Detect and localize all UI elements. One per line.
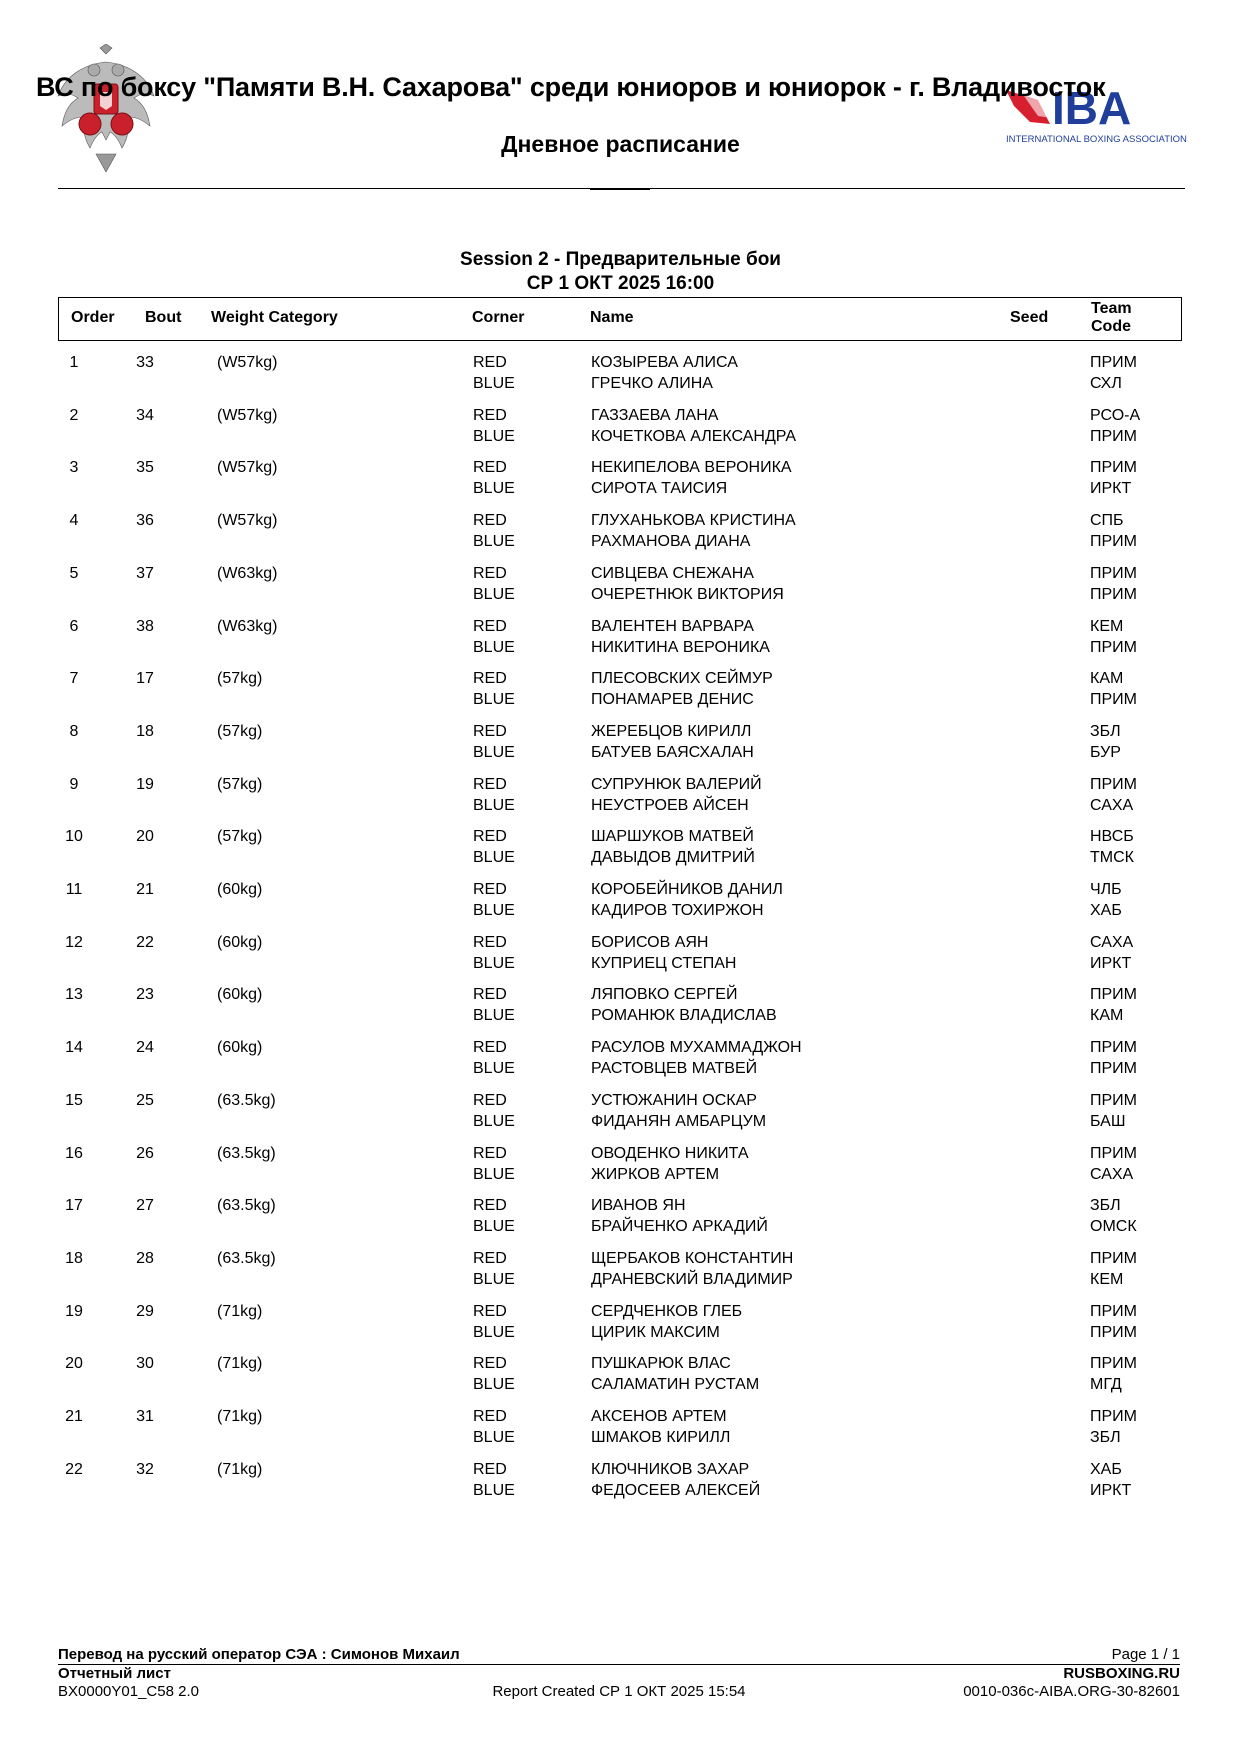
- bout-weight-category: (57kg): [217, 828, 263, 846]
- blue-boxer-name: РАХМАНОВА ДИАНА: [591, 533, 751, 551]
- bout-number: 34: [136, 406, 154, 424]
- bout-weight-category: (W57kg): [217, 512, 278, 530]
- bout-weight-category: (57kg): [217, 775, 263, 793]
- blue-team-code: ПРИМ: [1090, 638, 1137, 656]
- bout-order: 15: [65, 1091, 83, 1109]
- table-row: [0, 457, 1241, 510]
- red-boxer-name: СУПРУНЮК ВАЛЕРИЙ: [591, 775, 762, 793]
- col-order: Order: [71, 309, 115, 326]
- bout-number: 20: [136, 828, 154, 846]
- bout-weight-category: (W63kg): [217, 617, 278, 635]
- blue-corner-label: BLUE: [473, 954, 515, 972]
- footer-site: RUSBOXING.RU: [1063, 1665, 1180, 1682]
- red-team-code: ХАБ: [1090, 1460, 1122, 1478]
- bout-weight-category: (60kg): [217, 881, 263, 898]
- table-row: [0, 774, 1241, 827]
- table-row: [0, 352, 1241, 405]
- blue-boxer-name: КАДИРОВ ТОХИРЖОН: [591, 902, 764, 919]
- blue-corner-label: BLUE: [473, 1270, 515, 1288]
- table-row: [0, 1248, 1241, 1301]
- red-team-code: ПРИМ: [1090, 459, 1137, 477]
- footer-report-type: Отчетный лист: [58, 1665, 171, 1682]
- bout-number: 32: [136, 1460, 154, 1478]
- page-title: ВС по боксу "Памяти В.Н. Сахарова" среди юниоров и юниорок - г. Владивосток: [36, 72, 1106, 102]
- blue-team-code: ПРИМ: [1090, 585, 1137, 603]
- red-corner-label: RED: [473, 1355, 507, 1373]
- red-boxer-name: ЛЯПОВКО СЕРГЕЙ: [591, 986, 738, 1004]
- red-team-code: ЧЛБ: [1090, 881, 1122, 898]
- bout-weight-category: (60kg): [217, 1039, 263, 1057]
- col-team-code-line1: Team: [1091, 300, 1132, 317]
- blue-team-code: ПРИМ: [1090, 1323, 1137, 1341]
- blue-team-code: САХА: [1090, 1165, 1134, 1183]
- blue-team-code: САХА: [1090, 796, 1134, 814]
- bout-order: 4: [69, 512, 79, 530]
- bout-order: 9: [69, 775, 79, 793]
- red-team-code: ПРИМ: [1090, 1144, 1137, 1162]
- red-team-code: СПБ: [1090, 512, 1124, 530]
- bout-order: 12: [65, 933, 83, 951]
- footer-created: Report Created СР 1 ОКТ 2025 15:54: [492, 1683, 746, 1700]
- bout-weight-category: (63.5kg): [217, 1091, 276, 1109]
- bout-number: 25: [136, 1091, 154, 1109]
- table-row: [0, 1353, 1241, 1406]
- blue-corner-label: BLUE: [473, 796, 515, 814]
- blue-team-code: ЗБЛ: [1090, 1429, 1121, 1446]
- col-bout: Bout: [145, 309, 182, 326]
- blue-boxer-name: ГРЕЧКО АЛИНА: [591, 375, 713, 392]
- table-header: [58, 297, 1182, 341]
- blue-boxer-name: ШМАКОВ КИРИЛЛ: [591, 1429, 731, 1446]
- bout-order: 13: [65, 986, 83, 1004]
- red-corner-label: RED: [473, 986, 507, 1004]
- blue-corner-label: BLUE: [473, 375, 515, 392]
- col-team-code-line2: Code: [1091, 318, 1131, 335]
- blue-corner-label: BLUE: [473, 638, 515, 656]
- blue-corner-label: BLUE: [473, 1218, 515, 1236]
- red-corner-label: RED: [473, 722, 507, 740]
- bout-number: 33: [136, 354, 154, 371]
- red-team-code: ПРИМ: [1090, 1408, 1137, 1425]
- red-boxer-name: СЕРДЧЕНКОВ ГЛЕБ: [591, 1302, 743, 1320]
- bout-order: 14: [65, 1039, 83, 1057]
- bout-number: 27: [136, 1197, 154, 1215]
- table-row: [0, 879, 1241, 932]
- bout-weight-category: (71kg): [217, 1460, 263, 1478]
- red-corner-label: RED: [473, 828, 507, 846]
- blue-corner-label: BLUE: [473, 533, 515, 551]
- red-boxer-name: КОЗЫРЕВА АЛИСА: [591, 354, 738, 371]
- blue-corner-label: BLUE: [473, 743, 515, 761]
- svg-text:IBA: IBA: [1052, 82, 1132, 134]
- bout-weight-category: (W57kg): [217, 354, 278, 371]
- session-datetime: СР 1 ОКТ 2025 16:00: [526, 273, 715, 294]
- blue-boxer-name: РОМАНЮК ВЛАДИСЛАВ: [591, 1007, 777, 1025]
- table-row: [0, 616, 1241, 669]
- red-team-code: КЕМ: [1090, 617, 1124, 635]
- blue-team-code: КЕМ: [1090, 1270, 1124, 1288]
- red-team-code: ПРИМ: [1090, 986, 1137, 1004]
- bout-weight-category: (57kg): [217, 722, 263, 740]
- red-boxer-name: СИВЦЕВА СНЕЖАНА: [591, 564, 754, 582]
- red-corner-label: RED: [473, 564, 507, 582]
- red-team-code: ПРИМ: [1090, 1355, 1137, 1373]
- blue-team-code: БУР: [1090, 743, 1121, 761]
- footer-doc-id: 0010-036c-AIBA.ORG-30-82601: [963, 1683, 1180, 1700]
- bout-order: 7: [69, 670, 79, 688]
- red-corner-label: RED: [473, 459, 507, 477]
- table-row: [0, 721, 1241, 774]
- red-corner-label: RED: [473, 512, 507, 530]
- blue-team-code: ОМСК: [1090, 1218, 1137, 1236]
- bout-order: 16: [65, 1144, 83, 1162]
- blue-team-code: ПРИМ: [1090, 427, 1137, 445]
- blue-boxer-name: ДАВЫДОВ ДМИТРИЙ: [591, 849, 755, 867]
- bout-weight-category: (63.5kg): [217, 1144, 276, 1162]
- red-team-code: ЗБЛ: [1090, 722, 1121, 740]
- bout-number: 31: [136, 1408, 154, 1425]
- bout-weight-category: (60kg): [217, 986, 263, 1004]
- bout-order: 11: [65, 881, 83, 898]
- blue-boxer-name: ПОНАМАРЕВ ДЕНИС: [591, 691, 754, 709]
- bout-number: 36: [136, 512, 154, 530]
- blue-team-code: ТМСК: [1090, 849, 1134, 867]
- bout-order: 5: [69, 564, 79, 582]
- blue-boxer-name: НЕУСТРОЕВ АЙСЕН: [591, 796, 749, 814]
- footer-code: BX0000Y01_C58 2.0: [58, 1683, 199, 1700]
- red-corner-label: RED: [473, 1091, 507, 1109]
- footer-page-number: Page 1 / 1: [1111, 1646, 1180, 1663]
- bout-weight-category: (W57kg): [217, 459, 278, 477]
- red-team-code: ПРИМ: [1090, 775, 1137, 793]
- bout-order: 10: [65, 828, 83, 846]
- red-corner-label: RED: [473, 881, 507, 898]
- blue-boxer-name: ФЕДОСЕЕВ АЛЕКСЕЙ: [591, 1481, 761, 1499]
- blue-boxer-name: СИРОТА ТАИСИЯ: [591, 480, 728, 498]
- red-corner-label: RED: [473, 1302, 507, 1320]
- red-team-code: ПРИМ: [1090, 1091, 1137, 1109]
- red-corner-label: RED: [473, 354, 507, 371]
- bout-order: 18: [65, 1249, 83, 1267]
- red-team-code: САХА: [1090, 933, 1134, 951]
- table-row: [0, 1090, 1241, 1143]
- table-row: [0, 984, 1241, 1037]
- blue-team-code: ИРКТ: [1090, 954, 1132, 972]
- blue-team-code: ПРИМ: [1090, 533, 1137, 551]
- bout-number: 24: [136, 1039, 154, 1057]
- bout-weight-category: (71kg): [217, 1355, 263, 1373]
- bout-order: 1: [69, 354, 79, 371]
- blue-boxer-name: САЛАМАТИН РУСТАМ: [591, 1376, 760, 1394]
- table-row: [0, 1037, 1241, 1090]
- red-boxer-name: ГЛУХАНЬКОВА КРИСТИНА: [591, 512, 796, 530]
- col-team-code: [1091, 300, 1132, 336]
- session-heading: [0, 248, 1241, 296]
- red-boxer-name: КОРОБЕЙНИКОВ ДАНИЛ: [591, 881, 783, 898]
- red-team-code: ЗБЛ: [1090, 1197, 1121, 1215]
- table-row: [0, 405, 1241, 458]
- table-row: [0, 932, 1241, 985]
- red-team-code: ПРИМ: [1090, 564, 1137, 582]
- blue-corner-label: BLUE: [473, 1481, 515, 1499]
- blue-team-code: МГД: [1090, 1376, 1122, 1394]
- blue-boxer-name: НИКИТИНА ВЕРОНИКА: [591, 638, 770, 656]
- bout-number: 30: [136, 1355, 154, 1373]
- bout-order: 17: [65, 1197, 83, 1215]
- blue-boxer-name: БРАЙЧЕНКО АРКАДИЙ: [591, 1218, 768, 1236]
- footer-translator: Перевод на русский оператор СЭА : Симонов Михаил: [58, 1646, 460, 1663]
- blue-team-code: ПРИМ: [1090, 1060, 1137, 1078]
- col-weight-category: Weight Category: [211, 309, 338, 326]
- blue-team-code: ИРКТ: [1090, 1481, 1132, 1499]
- red-boxer-name: ГАЗЗАЕВА ЛАНА: [591, 406, 719, 424]
- red-boxer-name: ЩЕРБАКОВ КОНСТАНТИН: [591, 1249, 794, 1267]
- bout-number: 17: [136, 670, 154, 688]
- blue-team-code: КАМ: [1090, 1007, 1124, 1025]
- blue-boxer-name: ЖИРКОВ АРТЕМ: [591, 1165, 720, 1183]
- red-boxer-name: БОРИСОВ АЯН: [591, 933, 709, 951]
- bout-weight-category: (W57kg): [217, 406, 278, 424]
- bout-number: 29: [136, 1302, 154, 1320]
- red-boxer-name: НЕКИПЕЛОВА ВЕРОНИКА: [591, 459, 792, 477]
- red-team-code: ПРИМ: [1090, 1039, 1137, 1057]
- blue-team-code: ИРКТ: [1090, 480, 1132, 498]
- blue-corner-label: BLUE: [473, 849, 515, 867]
- table-row: [0, 826, 1241, 879]
- red-corner-label: RED: [473, 1408, 507, 1425]
- red-corner-label: RED: [473, 1144, 507, 1162]
- red-boxer-name: РАСУЛОВ МУХАММАДЖОН: [591, 1039, 802, 1057]
- red-corner-label: RED: [473, 406, 507, 424]
- bout-weight-category: (W63kg): [217, 564, 278, 582]
- blue-corner-label: BLUE: [473, 480, 515, 498]
- bout-number: 35: [136, 459, 154, 477]
- red-boxer-name: УСТЮЖАНИН ОСКАР: [591, 1091, 757, 1109]
- blue-corner-label: BLUE: [473, 1429, 515, 1446]
- blue-team-code: СХЛ: [1090, 375, 1122, 392]
- red-corner-label: RED: [473, 775, 507, 793]
- red-boxer-name: КЛЮЧНИКОВ ЗАХАР: [591, 1460, 750, 1478]
- bout-order: 19: [65, 1302, 83, 1320]
- bout-order: 3: [69, 459, 79, 477]
- bout-number: 21: [136, 881, 154, 898]
- table-row: [0, 1406, 1241, 1459]
- red-boxer-name: ИВАНОВ ЯН: [591, 1197, 686, 1215]
- bout-number: 19: [136, 775, 154, 793]
- red-boxer-name: ВАЛЕНТЕН ВАРВАРА: [591, 617, 754, 635]
- bout-weight-category: (60kg): [217, 933, 263, 951]
- red-corner-label: RED: [473, 617, 507, 635]
- blue-corner-label: BLUE: [473, 691, 515, 709]
- col-name: Name: [590, 309, 634, 326]
- red-team-code: РСО-А: [1090, 406, 1141, 424]
- red-boxer-name: ЖЕРЕБЦОВ КИРИЛЛ: [591, 722, 752, 740]
- col-seed: Seed: [1010, 309, 1049, 326]
- red-team-code: НВСБ: [1090, 828, 1134, 846]
- red-corner-label: RED: [473, 1039, 507, 1057]
- blue-team-code: ХАБ: [1090, 902, 1122, 919]
- red-boxer-name: ПУШКАРЮК ВЛАС: [591, 1355, 731, 1373]
- table-row: [0, 510, 1241, 563]
- table-row: [0, 1143, 1241, 1196]
- blue-boxer-name: ЦИРИК МАКСИМ: [591, 1323, 720, 1341]
- bout-number: 37: [136, 564, 154, 582]
- red-corner-label: RED: [473, 1197, 507, 1215]
- red-boxer-name: ОВОДЕНКО НИКИТА: [591, 1144, 749, 1162]
- blue-corner-label: BLUE: [473, 1060, 515, 1078]
- red-boxer-name: АКСЕНОВ АРТЕМ: [591, 1408, 727, 1425]
- table-row: [0, 1301, 1241, 1354]
- table-row: [0, 668, 1241, 721]
- page-subtitle: Дневное расписание: [501, 131, 740, 157]
- blue-boxer-name: РАСТОВЦЕВ МАТВЕЙ: [591, 1060, 758, 1078]
- blue-boxer-name: КОЧЕТКОВА АЛЕКСАНДРА: [591, 427, 797, 445]
- blue-corner-label: BLUE: [473, 585, 515, 603]
- footer-divider: [58, 1664, 1180, 1665]
- table-row: [0, 563, 1241, 616]
- blue-corner-label: BLUE: [473, 1376, 515, 1394]
- bout-number: 22: [136, 933, 154, 951]
- blue-boxer-name: КУПРИЕЦ СТЕПАН: [591, 954, 737, 972]
- red-corner-label: RED: [473, 670, 507, 688]
- blue-team-code: ПРИМ: [1090, 691, 1137, 709]
- document-header: [0, 0, 1241, 200]
- bout-number: 38: [136, 617, 154, 635]
- bout-number: 28: [136, 1249, 154, 1267]
- blue-corner-label: BLUE: [473, 1007, 515, 1025]
- bout-weight-category: (63.5kg): [217, 1249, 276, 1267]
- blue-corner-label: BLUE: [473, 902, 515, 919]
- blue-corner-label: BLUE: [473, 1323, 515, 1341]
- header-divider-accent: [590, 188, 650, 190]
- red-team-code: ПРИМ: [1090, 1302, 1137, 1320]
- blue-team-code: БАШ: [1090, 1112, 1126, 1130]
- table-row: [0, 1459, 1241, 1512]
- bout-number: 18: [136, 722, 154, 740]
- bout-weight-category: (71kg): [217, 1302, 263, 1320]
- bout-order: 21: [65, 1408, 83, 1425]
- blue-corner-label: BLUE: [473, 1165, 515, 1183]
- bout-number: 26: [136, 1144, 154, 1162]
- session-title: Session 2 - Предварительные бои: [460, 249, 781, 270]
- bout-weight-category: (57kg): [217, 670, 263, 688]
- bout-order: 2: [69, 406, 79, 424]
- red-team-code: ПРИМ: [1090, 1249, 1137, 1267]
- bout-order: 22: [65, 1460, 83, 1478]
- red-team-code: ПРИМ: [1090, 354, 1137, 371]
- blue-boxer-name: ФИДАНЯН АМБАРЦУМ: [591, 1112, 767, 1130]
- blue-corner-label: BLUE: [473, 1112, 515, 1130]
- blue-boxer-name: ОЧЕРЕТНЮК ВИКТОРИЯ: [591, 585, 784, 603]
- red-team-code: КАМ: [1090, 670, 1124, 688]
- bout-order: 6: [69, 617, 79, 635]
- red-boxer-name: ШАРШУКОВ МАТВЕЙ: [591, 828, 754, 846]
- red-corner-label: RED: [473, 1249, 507, 1267]
- svg-text:INTERNATIONAL BOXING ASSOCIATI: INTERNATIONAL BOXING ASSOCIATION: [1006, 134, 1187, 145]
- bout-weight-category: (63.5kg): [217, 1197, 276, 1215]
- table-row: [0, 1195, 1241, 1248]
- bout-order: 20: [65, 1355, 83, 1373]
- blue-corner-label: BLUE: [473, 427, 515, 445]
- col-corner: Corner: [472, 309, 525, 326]
- bout-weight-category: (71kg): [217, 1408, 263, 1425]
- red-boxer-name: ПЛЕСОВСКИХ СЕЙМУР: [591, 670, 773, 688]
- bout-number: 23: [136, 986, 154, 1004]
- red-corner-label: RED: [473, 1460, 507, 1478]
- bout-order: 8: [69, 722, 79, 740]
- blue-boxer-name: ДРАНЕВСКИЙ ВЛАДИМИР: [591, 1270, 793, 1288]
- red-corner-label: RED: [473, 933, 507, 951]
- blue-boxer-name: БАТУЕВ БАЯСХАЛАН: [591, 743, 754, 761]
